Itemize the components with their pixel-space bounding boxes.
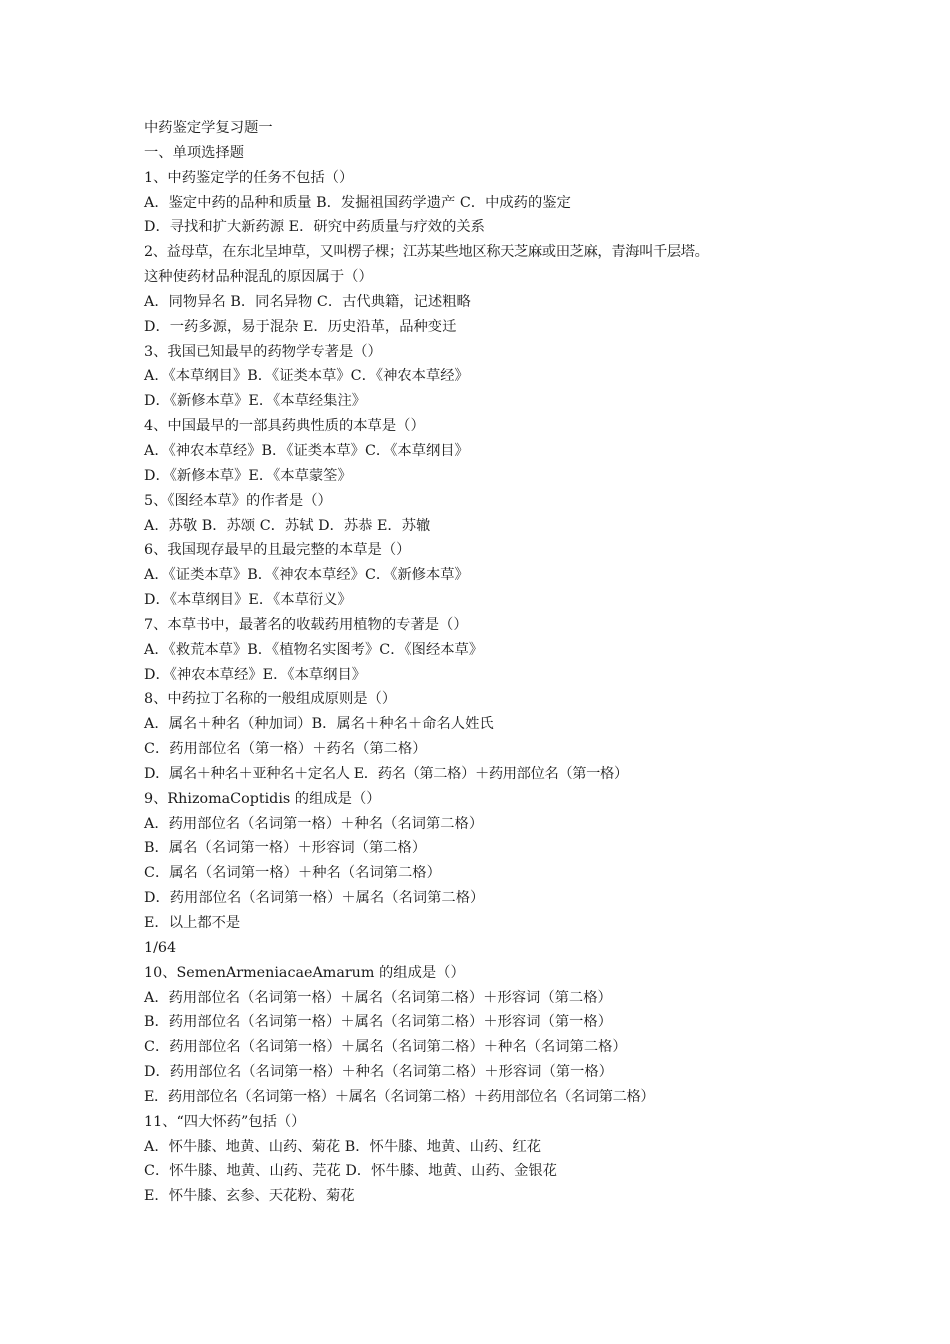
question-2: 2、益母草，在东北呈坤草，又叫楞子棵；江苏某些地区称天芝麻或田芝麻，青海叫千层塔。 bbox=[144, 244, 709, 261]
question-10: 10、SemenArmeniacaeAmarum 的组成是（） bbox=[144, 964, 465, 981]
question-7: 7、本草书中，最著名的收载药用植物的专著是（） bbox=[144, 616, 468, 633]
question-9-option-e: E．以上都不是 bbox=[144, 915, 241, 931]
section-heading: 一、单项选择题 bbox=[144, 144, 245, 161]
question-9-option-a: A．药用部位名（名词第一格）＋种名（名词第二格） bbox=[144, 815, 484, 832]
question-4-options-d-e: D．《新修本草》E．《本草蒙筌》 bbox=[144, 467, 352, 484]
question-3: 3、我国已知最早的药物学专著是（） bbox=[144, 343, 382, 360]
question-6: 6、我国现存最早的且最完整的本草是（） bbox=[144, 542, 411, 559]
question-4-options-a-c: A．《神农本草经》B．《证类本草》C．《本草纲目》 bbox=[144, 442, 469, 459]
question-8: 8、中药拉丁名称的一般组成原则是（） bbox=[144, 691, 397, 708]
question-11-option-e: E．怀牛膝、玄参、天花粉、菊花 bbox=[144, 1188, 355, 1205]
question-5: 5、《图经本草》的作者是（） bbox=[144, 492, 332, 509]
question-10-option-c: C．药用部位名（名词第一格）＋属名（名词第二格）＋种名（名词第二格） bbox=[144, 1039, 627, 1056]
question-7-options-a-c: A．《救荒本草》B．《植物名实图考》C．《图经本草》 bbox=[144, 641, 484, 658]
question-9-option-b: B．属名（名词第一格）＋形容词（第二格） bbox=[144, 840, 427, 857]
question-10-option-d: D．药用部位名（名词第一格）＋种名（名词第二格）＋形容词（第一格） bbox=[144, 1064, 613, 1081]
question-11-options-c-d: C．怀牛膝、地黄、山药、芫花 D．怀牛膝、地黄、山药、金银花 bbox=[144, 1163, 557, 1180]
question-8-options-d-e: D．属名＋种名＋亚种名＋定名人 E．药名（第二格）＋药用部位名（第一格） bbox=[144, 765, 628, 782]
question-3-options-a-c: A．《本草纲目》B．《证类本草》C．《神农本草经》 bbox=[144, 368, 469, 385]
question-6-options-a-c: A．《证类本草》B．《神农本草经》C．《新修本草》 bbox=[144, 567, 469, 584]
question-9-option-c: C．属名（名词第一格）＋种名（名词第二格） bbox=[144, 865, 441, 882]
question-8-option-c: C．药用部位名（第一格）＋药名（第二格） bbox=[144, 741, 427, 758]
document-page bbox=[144, 116, 844, 1209]
question-11: 11、“四大怀药”包括（） bbox=[144, 1113, 306, 1130]
question-1: 1、中药鉴定学的任务不包括（） bbox=[144, 169, 354, 186]
question-10-option-b: B．药用部位名（名词第一格）＋属名（名词第二格）＋形容词（第一格） bbox=[144, 1014, 613, 1031]
question-2-options-a-c: A．同物异名 B．同名异物 C．古代典籍，记述粗略 bbox=[144, 293, 471, 310]
question-2-continued: 这种使药材品种混乱的原因属于（） bbox=[144, 269, 373, 286]
document-title: 中药鉴定学复习题一 bbox=[144, 120, 273, 136]
page-number: 1/64 bbox=[144, 939, 177, 956]
question-5-options: A．苏敬 B．苏颂 C．苏轼 D．苏恭 E．苏辙 bbox=[144, 517, 431, 534]
question-8-options-a-b: A．属名＋种名（种加词）B．属名＋种名＋命名人姓氏 bbox=[144, 716, 494, 733]
question-6-options-d-e: D．《本草纲目》E．《本草衍义》 bbox=[144, 592, 352, 609]
question-9-option-d: D．药用部位名（名词第一格）＋属名（名词第二格） bbox=[144, 890, 485, 907]
question-1-options-a-c: A．鉴定中药的品种和质量 B．发掘祖国药学遗产 C．中成药的鉴定 bbox=[144, 194, 571, 211]
question-4: 4、中国最早的一部具药典性质的本草是（） bbox=[144, 418, 425, 435]
question-2-options-d-e: D．一药多源，易于混杂 E．历史沿革，品种变迁 bbox=[144, 318, 457, 335]
question-9: 9、RhizomaCoptidis 的组成是（） bbox=[144, 790, 381, 807]
question-10-option-a: A．药用部位名（名词第一格）＋属名（名词第二格）＋形容词（第二格） bbox=[144, 989, 612, 1006]
question-10-option-e: E．药用部位名（名词第一格）＋属名（名词第二格）＋药用部位名（名词第二格） bbox=[144, 1088, 655, 1105]
question-3-options-d-e: D．《新修本草》E．《本草经集注》 bbox=[144, 393, 367, 410]
question-1-options-d-e: D．寻找和扩大新药源 E．研究中药质量与疗效的关系 bbox=[144, 219, 485, 236]
question-7-options-d-e: D．《神农本草经》E．《本草纲目》 bbox=[144, 666, 367, 683]
question-11-options-a-b: A．怀牛膝、地黄、山药、菊花 B．怀牛膝、地黄、山药、红花 bbox=[144, 1138, 542, 1155]
